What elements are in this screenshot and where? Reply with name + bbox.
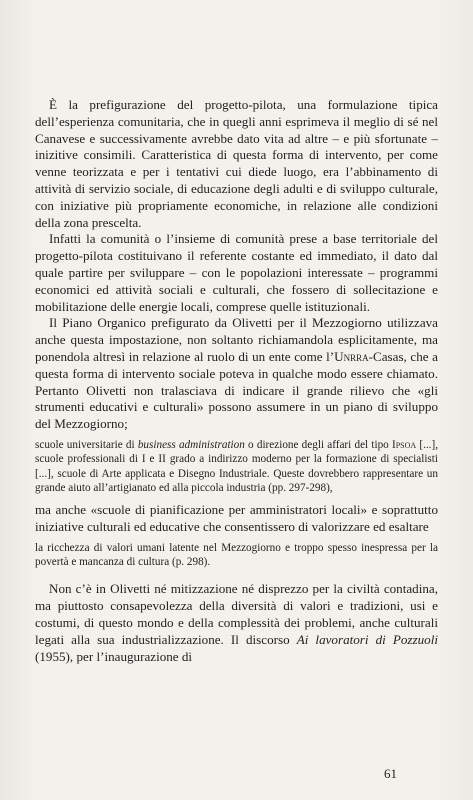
block-quote-1 — [35, 438, 438, 495]
page-number: 61 — [384, 766, 397, 781]
paragraph-1-text: È la prefigurazione del progetto-pilota, una formulazione tipica dell’esperienza comunitaria, che in quegli anni esprimeva il meglio di sé nel Canavese e successivamente avrebbe dato vita ad altre – e più sfortunate – inizitive consimili. Caratteristica di questa forma di intervento, per come venne teorizzata e per i tentativi cui diede luogo, era l’abbinamento di attività di servizio sociale, di educazione degli adulti e di sviluppo culturale, con iniziative più propriamente economiche, in relazione alle condizioni della zona prescelta. — [35, 97, 438, 230]
paragraph-3-text-b: -Casas, che a questa forma di intervento sociale poteva in qualche modo essere chiamato. Pertanto Olivetti non tralasciava di indicare il grande rilievo che «gli strumenti educativi e culturali» possono assumere in un piano di sviluppo del Mezzogiorno; — [35, 348, 438, 432]
paragraph-2-text: Infatti la comunità o l’insieme di comunità prese a base territoriale del progetto-pilota costituivano il referente costante ed immediato, il dato dal quale partire per sviluppare – con le popolazioni interessate – programmi economici ed attività sociali e culturali, che fossero di sollecitazione e mobilitazione delle energie locali, comprese quelle istituzionali. — [35, 231, 438, 314]
body-text — [35, 97, 438, 665]
paragraph-3 — [35, 315, 438, 433]
quote-1-text-b: o direzione degli affari del tipo — [244, 438, 392, 451]
unrra-smallcaps: Unrra — [334, 348, 369, 364]
block-quote-2 — [35, 541, 438, 570]
paragraph-4 — [35, 502, 438, 536]
quote-1-italic: business administration — [137, 438, 245, 451]
ipsoa-smallcaps: Ipsoa — [391, 438, 417, 451]
quote-2-text: la ricchezza di valori umani latente nel Mezzogiorno e troppo spesso inespressa per la povertà e mancanza di cultura (p. 298). — [35, 541, 438, 569]
paragraph-5-italic: Ai lavoratori di Pozzuoli — [296, 631, 438, 647]
paragraph-4-text: ma anche «scuole di pianificazione per amministratori locali» e soprattutto iniziative culturali ed educative che consentissero di valorizzare ed esaltare — [35, 502, 438, 534]
paragraph-3-text-a: Il Piano Organico prefigurato da Olivetti per il Mezzogiorno utilizzava anche questa impostazione, non soltanto richiamandola esplicitamente, ma ponendola altresì in relazione al ruolo di un ente come l’ — [35, 315, 438, 364]
paragraph-5-text-a: Non c’è in Olivetti né mitizzazione né disprezzo per la civiltà contadina, ma piuttosto consapevolezza della diversità di valori e tradizioni, usi e costumi, di questo mondo e della complessità dei problemi, anche culturali legati alla sua industrializzazione. Il discorso — [35, 581, 438, 647]
paragraph-5 — [35, 581, 438, 665]
quote-1-text-a: scuole universitarie di — [35, 438, 138, 451]
paragraph-2 — [35, 231, 438, 315]
paragraph-1 — [35, 97, 438, 231]
quote-1-text-c: [...], scuole professionali di I e II grado a indirizzo moderno per la formazione di specialisti [...], scuole di Arte applicata e Disegno Industriale. Queste dovrebbero rappresentare un grande aiuto all’artigianato ed alla piccola industria (pp. 297-298), — [35, 438, 439, 494]
paragraph-5-text-b: (1955), per l’inaugurazione di — [35, 648, 193, 664]
